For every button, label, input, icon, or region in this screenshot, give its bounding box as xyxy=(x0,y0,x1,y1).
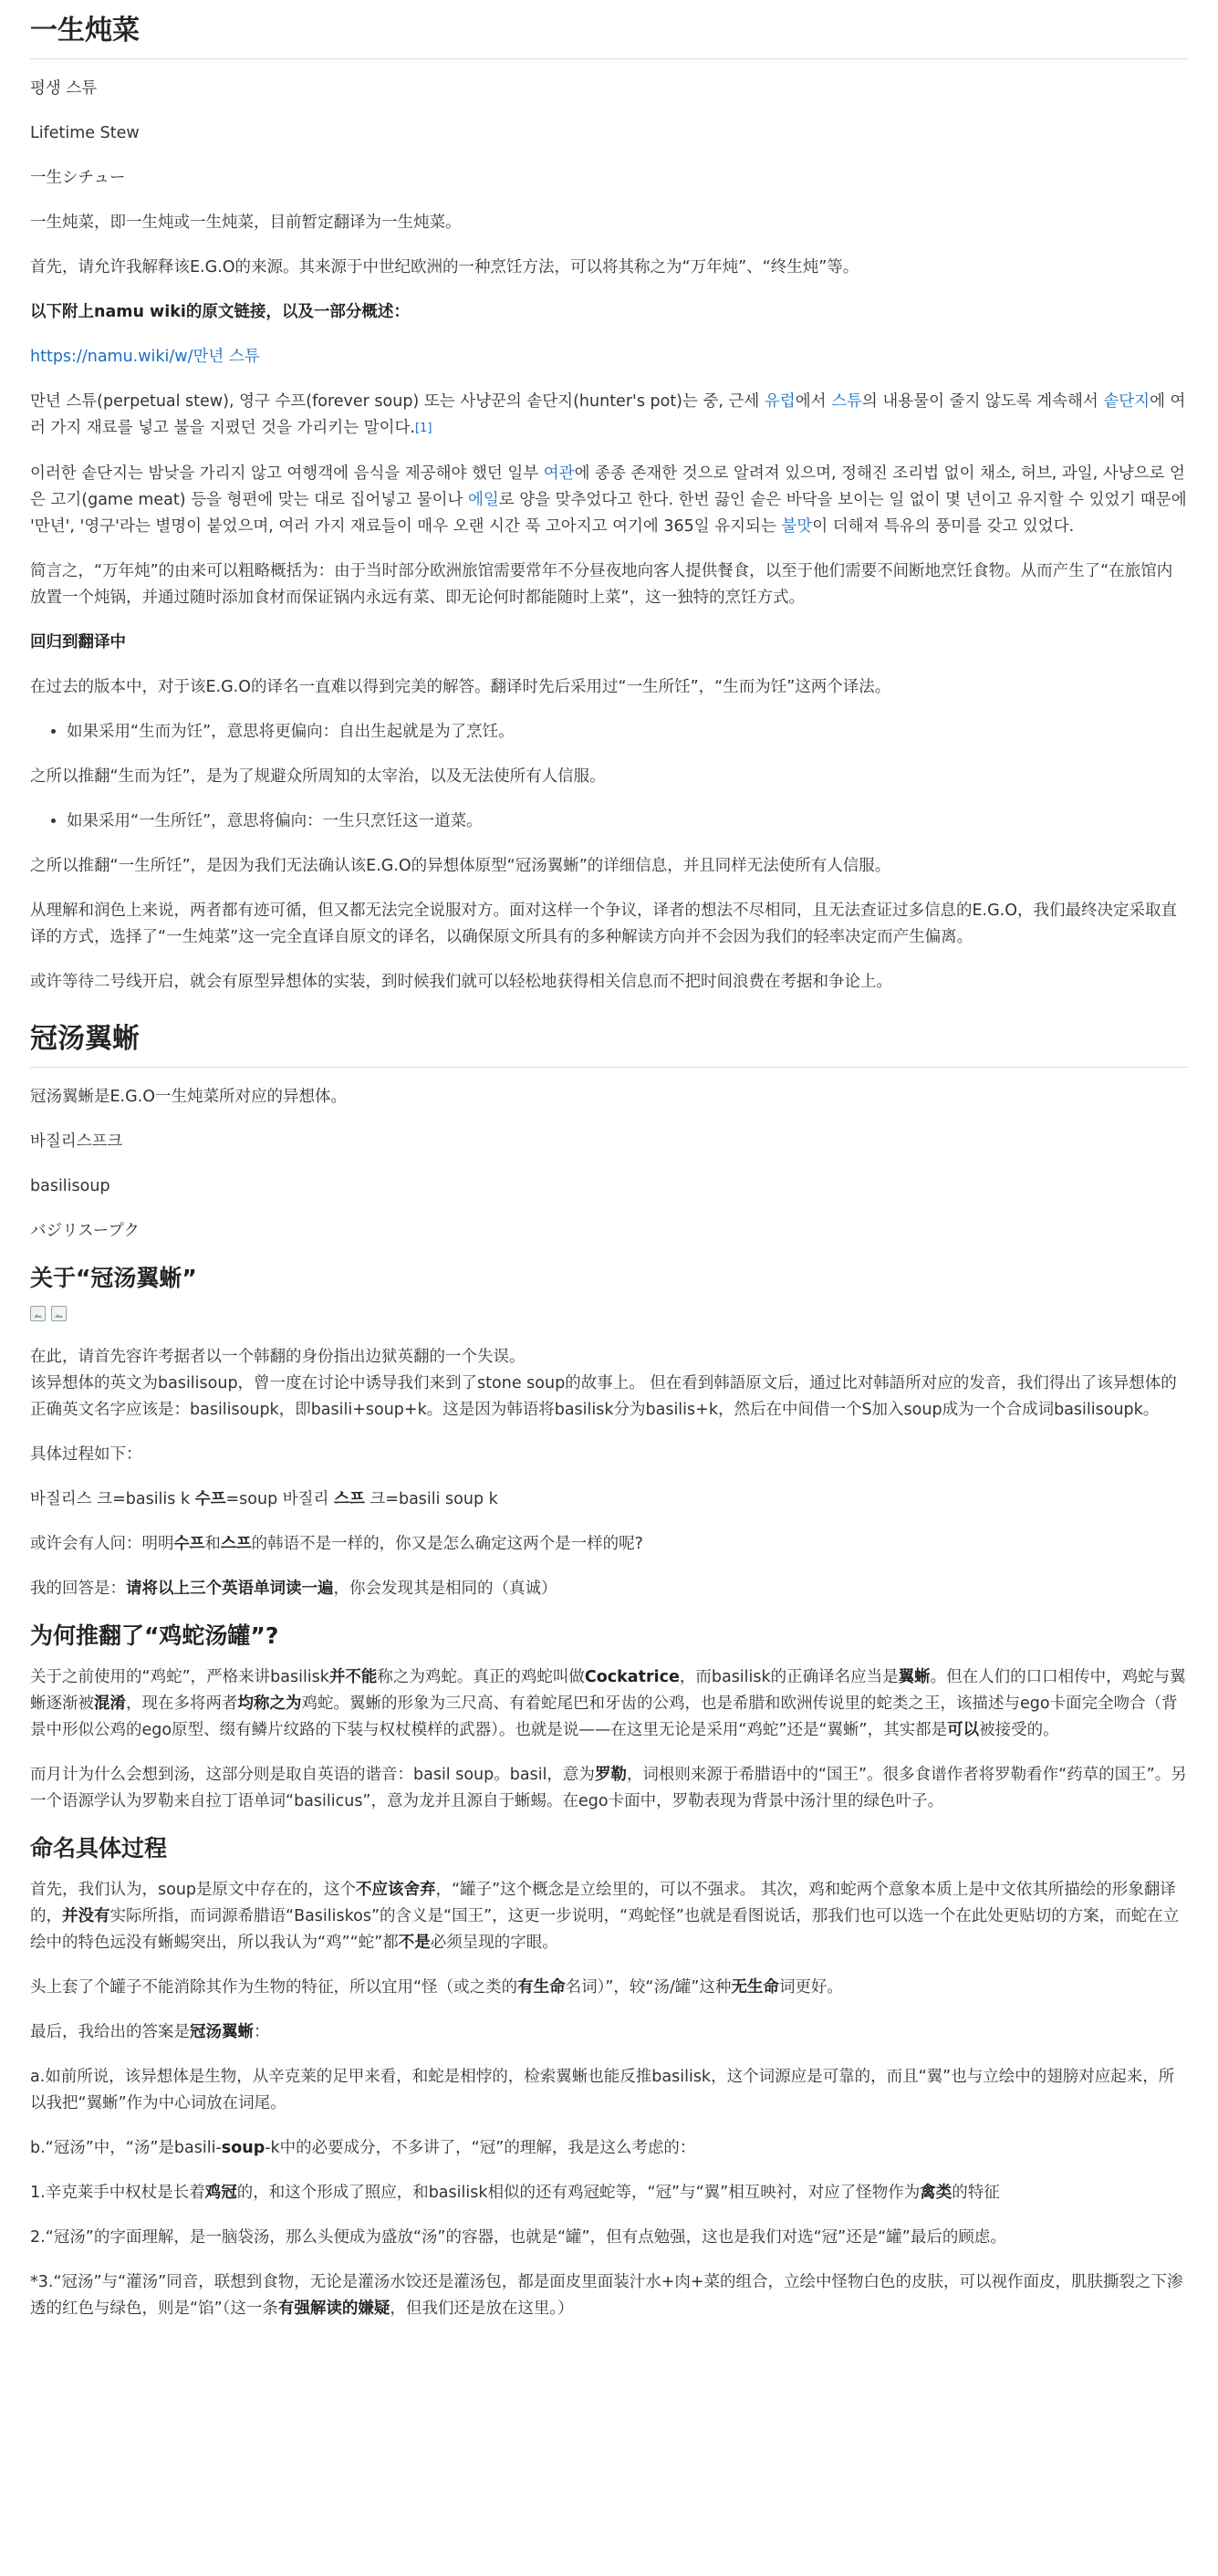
bold-text: 翼蜥 xyxy=(898,1668,931,1686)
bold-text: 无生命 xyxy=(731,1978,779,1997)
text: 在此，请首先容许考据者以一个韩翻的身份指出边狱英翻的一个失误。 xyxy=(30,1348,526,1366)
versions-paragraph: 在过去的版本中，对于该E.G.O的译名一直难以得到完美的解答。翻译时先后采用过“一生所饪”，“生而为饪”这两个译法。 xyxy=(30,678,891,696)
heading-naming-process: 命名具体过程 xyxy=(30,1835,168,1862)
naming-point-3 xyxy=(30,2269,1188,2322)
name-japanese: 一生シチュー xyxy=(30,169,126,187)
option-list-2 xyxy=(30,808,1188,835)
why-paragraph-1 xyxy=(30,1664,1188,1744)
bold-text: 不是 xyxy=(398,1934,431,1952)
process-label: 具体过程如下： xyxy=(30,1445,142,1464)
bold-text: 罗勒 xyxy=(594,1766,627,1784)
text: 1.辛克莱手中权杖是长着 xyxy=(30,2184,205,2202)
text: 에 여러 가지 재료를 넣고 불을 지폈던 것을 가리키는 말이다. xyxy=(30,392,1186,437)
bold-text: 冠汤翼蜥 xyxy=(190,2023,254,2041)
bold-text: soup xyxy=(221,2139,265,2157)
bold-text: 有强解读的嫌疑 xyxy=(277,2300,390,2318)
bold-text: 禽类 xyxy=(920,2184,953,2202)
broken-image-icon xyxy=(51,1306,67,1321)
text: 最后，我给出的答案是 xyxy=(30,2023,190,2041)
text: ，但我们还是放在这里。） xyxy=(390,2300,574,2318)
bold-text: Cockatrice xyxy=(584,1668,680,1686)
text: 该异想体的英文为basilisoup，曾一度在讨论中诱导我们来到了stone soup的故事上。 但在看到韩語原文后，通过比对韩語所对应的发音，我们得出了该异想体的正确英文名字应该是：basilisoupk，即basili+soup+k。这是因为韩语将basilisk分为basilis+k，然后在中间借一个S加入soup成为一个合成词basilisoupk。 xyxy=(30,1374,1177,1419)
naming-point-1 xyxy=(30,2180,1188,2206)
bold-text: 可以 xyxy=(947,1721,980,1739)
text: 名词）”，较“汤/罐”这种 xyxy=(565,1978,732,1997)
text: 或许会有人问：明明 xyxy=(30,1535,174,1553)
naming-point-a: a.如前所说，该异想体是生物，从辛克莱的足甲来看，和蛇是相悖的，检索翼蜥也能反推basilisk，这个词源应是可靠的，而且“翼”也与立绘中的翅膀对应起来，所以我把“翼蜥”作为中心词放在词尾。 xyxy=(30,2068,1175,2112)
heading-why-overturn: 为何推翻了“鸡蛇汤罐”? xyxy=(30,1622,279,1649)
bold-text: 有生命 xyxy=(517,1978,566,1997)
list-item: • 如果采用“生而为饪”，意思将更偏向：自出生起就是为了烹饪。 xyxy=(67,719,1188,746)
text: 이러한 솥단지는 밤낮을 가리지 않고 여행객에 음식을 제공해야 했던 일부 xyxy=(30,464,544,483)
text: b.“冠汤”中，“汤”是basili- xyxy=(30,2139,222,2157)
bold-text: 并没有 xyxy=(62,1907,110,1925)
text: 和 xyxy=(204,1535,221,1553)
abnormality-name-english: basilisoup xyxy=(30,1177,110,1195)
section-title-basilisoup: 冠汤翼蜥 xyxy=(30,1008,1188,1068)
text: 实际所指，而词源希腊语“Basiliskos”的含义是“国王”，这更一步说明，“鸡蛇怪”也就是看图说话，那我们也可以选一个在此处更贴切的方案，而蛇在立绘中的特色远没有蜥蜴突出，所以我认为“鸡”“蛇”都 xyxy=(30,1907,1180,1952)
naming-point-b xyxy=(30,2135,1188,2162)
reason-paragraph-1: 之所以推翻“生而为饪”，是为了规避众所周知的太宰治，以及无法使所有人信服。 xyxy=(30,767,606,786)
namu-wiki-link[interactable]: https://namu.wiki/w/만년 스튜 xyxy=(30,348,260,366)
bold-text: 수프 xyxy=(173,1535,205,1553)
bold-text: 并不能 xyxy=(328,1668,378,1686)
link-stew[interactable]: 스튜 xyxy=(831,392,862,411)
bold-text: 스프 xyxy=(220,1535,252,1553)
abnormality-name-japanese: バジリスープク xyxy=(30,1222,140,1240)
naming-answer xyxy=(30,2019,1188,2046)
option-list-1 xyxy=(30,719,1188,746)
link-inn[interactable]: 여관 xyxy=(543,464,575,483)
subheading-return-bold: 回归到翻译中 xyxy=(30,633,126,652)
heading-about: 关于“冠汤翼蜥” xyxy=(30,1265,197,1291)
text: 称之为鸡蛇。真正的鸡蛇叫做 xyxy=(377,1668,585,1686)
text: 必须呈现的字眼。 xyxy=(430,1934,558,1952)
naming-paragraph-1 xyxy=(30,1877,1188,1956)
name-korean: 평생 스튜 xyxy=(30,79,98,98)
text: 的特征 xyxy=(952,2184,1000,2202)
why-paragraph-2 xyxy=(30,1762,1188,1815)
text: 。但在人们的口口相传中，鸡蛇与翼蜥逐渐被 xyxy=(30,1668,1186,1713)
text: 关于之前使用的“鸡蛇”，严格来讲basilisk xyxy=(30,1668,329,1686)
question-paragraph xyxy=(30,1531,1188,1558)
text: =soup 바질리 xyxy=(225,1490,335,1508)
section-title-lifetime-stew: 一生炖菜 xyxy=(30,0,1188,59)
text: ，而basilisk的正确译名应当是 xyxy=(679,1668,899,1686)
text: 에서 xyxy=(795,392,832,411)
text: ，词根则来源于希腊语中的“国王”。很多食谱作者将罗勒看作“药草的国王”。另一个语源学认为罗勒来自拉丁语单词“basilicus”，意为龙并且源自于蜥蜴。在ego卡面中，罗勒表现为背景中汤汁里的绿色叶子。 xyxy=(30,1766,1187,1810)
origin-paragraph: 首先，请允许我解释该E.G.O的来源。其来源于中世纪欧洲的一种烹饪方法，可以将其称之为“万年炖”、“终生炖”等。 xyxy=(30,258,859,276)
text: 的，和这个形成了照应，和basilisk相似的还有鸡冠蛇等，“冠”与“翼”相互映衬，对应了怪物作为 xyxy=(236,2184,921,2202)
subheading-return xyxy=(30,630,1188,656)
text: *3.“冠汤”与“灌汤”同音，联想到食物，无论是灌汤水饺还是灌汤包，都是面皮里面装汁水+肉+菜的组合，立绘中怪物白色的皮肤，可以视作面皮，肌肤撕裂之下渗透的红色与绿色，则是“馅”（这一条 xyxy=(30,2273,1183,2318)
intro-paragraph: 一生炖菜，即一生炖或一生炖菜，目前暂定翻译为一生炖菜。 xyxy=(30,214,462,232)
text: 我的回答是： xyxy=(30,1580,126,1598)
korean-excerpt-2 xyxy=(30,461,1188,540)
text: ，你会发现其是相同的（真诚） xyxy=(333,1580,557,1598)
reason-paragraph-2: 之所以推翻“一生所饪”，是因为我们无法确认该E.G.O的异想体原型“冠汤翼蜥”的详细信息，并且同样无法使所有人信服。 xyxy=(30,857,891,875)
text: 이 더해져 특유의 풍미를 갖고 있었다. xyxy=(812,517,1075,536)
footnote-1-link[interactable]: [1] xyxy=(414,422,432,435)
text: 만년 스튜(perpetual stew), 영구 수프(forever soup) 또는 사냥꾼의 솥단지(hunter's pot)는 중, 근세 xyxy=(30,392,765,411)
text: ： xyxy=(254,2023,270,2041)
decision-paragraph: 从理解和润色上来说，两者都有迹可循，但又都无法完全说服对方。面对这样一个争议，译者的想法不尽相同，且无法查证过多信息的E.G.O，我们最终决定采取直译的方式，选择了“一生炖菜”这一完全直译自原文的译名，以确保原文所具有的多种解读方向并不会因为我们的轻率决定而产生偏离。 xyxy=(30,902,1178,946)
text: 词更好。 xyxy=(778,1978,843,1997)
bold-text: 混淆 xyxy=(94,1695,126,1713)
broken-image-icon xyxy=(30,1306,46,1321)
text: ，现在多将两者 xyxy=(126,1695,238,1713)
link-europe[interactable]: 유럽 xyxy=(764,392,796,411)
source-intro xyxy=(30,299,1188,326)
link-fire-flavor[interactable]: 불맛 xyxy=(781,517,813,536)
korean-excerpt-1 xyxy=(30,389,1188,443)
image-row xyxy=(30,1305,1188,1322)
text: 에 종종 존재한 것으로 알려져 있으며, 정해진 조리법 없이 채소, 허브, 과일, 사냥으로 얻은 고기(game meat) 등을 형편에 맞는 대로 집어넣고 물이나 xyxy=(30,464,1185,509)
summary-paragraph: 简言之，“万年炖”的由来可以粗略概括为：由于当时部分欧洲旅馆需要常年不分昼夜地向客人提供餐食，以至于他们需要不间断地烹饪食物。从而产生了“在旅馆内放置一个炖锅，并通过随时添加食材而保证锅内永远有菜、即无论何时都能随时上菜”，这一独特的烹饪方式。 xyxy=(30,562,1173,607)
bold-text: 수프 xyxy=(194,1490,226,1508)
abnormality-name-korean: 바질리스프크 xyxy=(30,1132,123,1151)
bold-text: 请将以上三个英语单词读一遍 xyxy=(126,1580,334,1598)
link-pot[interactable]: 솥단지 xyxy=(1103,392,1150,411)
future-paragraph: 或许等待二号线开启，就会有原型异想体的实装，到时候我们就可以轻松地获得相关信息而不把时间浪费在考据和争论上。 xyxy=(30,973,892,991)
answer-paragraph xyxy=(30,1576,1188,1602)
text: 首先，我们认为，soup是原文中存在的，这个 xyxy=(30,1881,357,1899)
list-item: • 如果采用“一生所饪”，意思将偏向：一生只烹饪这一道菜。 xyxy=(67,808,1188,835)
link-ale[interactable]: 에일 xyxy=(467,491,499,509)
bold-text: 均称之为 xyxy=(237,1695,302,1713)
text: 头上套了个罐子不能消除其作为生物的特征，所以宜用“怪（或之类的 xyxy=(30,1978,518,1997)
source-intro-bold: 以下附上namu wiki的原文链接，以及一部分概述： xyxy=(30,303,410,321)
abnormality-intro: 冠汤翼蜥是E.G.O一生炖菜所对应的异想体。 xyxy=(30,1088,348,1106)
text: 而月计为什么会想到汤，这部分则是取自英语的谐音：basil soup。basil，意为 xyxy=(30,1766,595,1784)
text: -k中的必要成分，不多讲了，“冠”的理解，我是这么考虑的： xyxy=(265,2139,696,2157)
bold-text: 不应该舍弃 xyxy=(356,1881,436,1899)
process-line xyxy=(30,1486,1188,1513)
about-paragraph xyxy=(30,1344,1188,1424)
source-link-line xyxy=(30,344,1188,370)
text: ，“罐子”这个概念是立绘里的，可以不强求。 其次，鸡和蛇两个意象本质上是中文依其所描绘的形象翻译的， xyxy=(30,1881,1176,1925)
bold-text: 鸡冠 xyxy=(204,2184,237,2202)
name-english: Lifetime Stew xyxy=(30,124,140,142)
text: 바질리스 크=basilis k xyxy=(30,1490,195,1508)
naming-paragraph-2 xyxy=(30,1975,1188,2001)
text: 鸡蛇。翼蜥的形象为三尺高、有着蛇尾巴和牙齿的公鸡，也是希腊和欧洲传说里的蛇类之王，该描述与ego卡面完全吻合（背景中形似公鸡的ego原型、缀有鳞片纹路的下装与权杖模样的武器）。也就是说——在这里无论是采用“鸡蛇”还是“翼蜥”，其实都是 xyxy=(30,1695,1178,1739)
naming-point-2: 2.“冠汤”的字面理解，是一脑袋汤，那么头便成为盛放“汤”的容器，也就是“罐”，但有点勉强，这也是我们对选“冠”还是“罐”最后的顾虑。 xyxy=(30,2228,1006,2247)
text: 의 내용물이 줄지 않도록 계속해서 xyxy=(861,392,1104,411)
text: 로 양을 맞추었다고 한다. 한번 끓인 솥은 바닥을 보이는 일 없이 몇 년이고 유지할 수 있었기 때문에 '만년', '영구'라는 별명이 붙었으며, 여러 가지 재료들이 매우 오랜 시간 푹 고아지고 여기에 365일 유지되는 xyxy=(30,491,1187,536)
text: 被接受的。 xyxy=(979,1721,1059,1739)
bold-text: 스프 xyxy=(334,1490,365,1508)
text: 크=basili soup k xyxy=(364,1490,498,1508)
text: 的韩语不是一样的，你又是怎么确定这两个是一样的呢? xyxy=(251,1535,643,1553)
